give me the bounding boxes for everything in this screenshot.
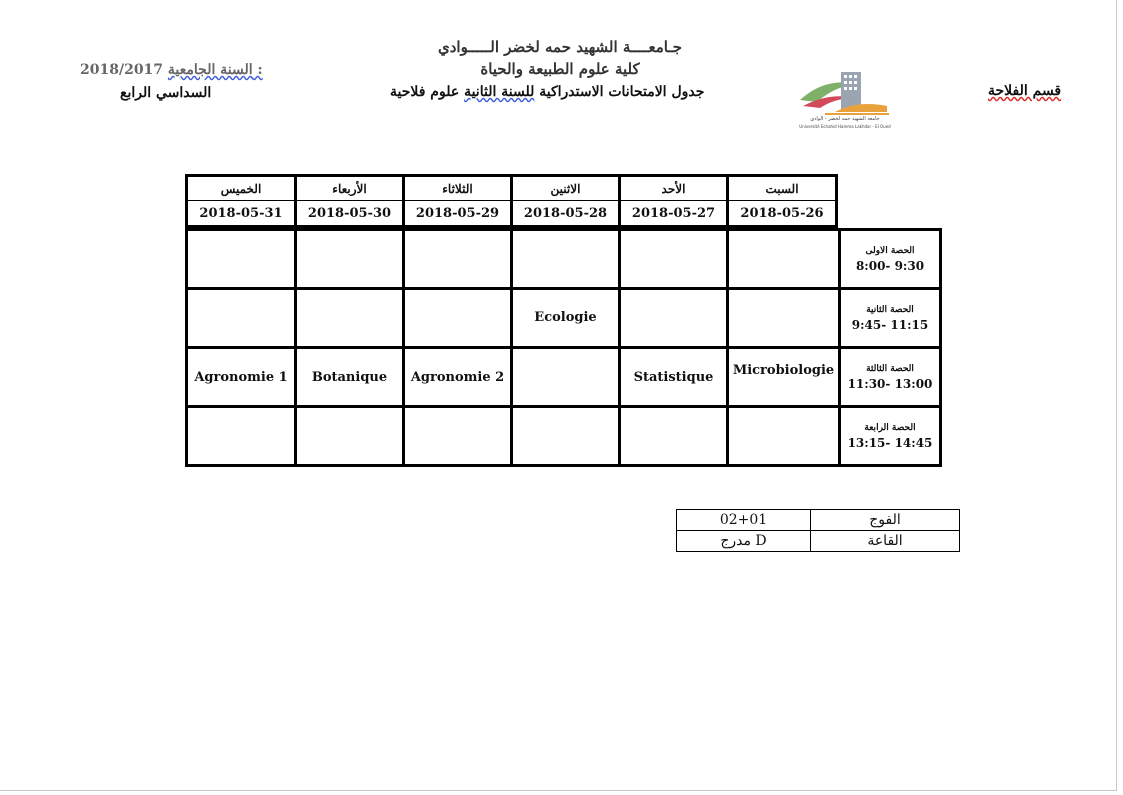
exam-cell <box>618 228 729 290</box>
date-header: 2018-05-30 <box>294 200 402 228</box>
period-name: الحصة الثالثة <box>866 363 914 374</box>
exam-cell: Ecologie <box>510 287 621 349</box>
exam-cell: Microbiologie <box>726 346 841 408</box>
exam-cell <box>294 287 405 349</box>
exam-cell <box>510 405 621 467</box>
exam-cell <box>618 405 729 467</box>
group-value: 02+01 <box>677 510 811 531</box>
title-part-3: علوم فلاحية <box>390 84 465 100</box>
logo-caption: جامعة الشهيد حمه لخضر - الوادي <box>810 116 880 122</box>
day-header: الثلاثاء <box>402 174 510 200</box>
exam-cell <box>726 405 841 467</box>
period-name: الحصة الاولى <box>865 245 915 256</box>
date-header: 2018-05-27 <box>618 200 726 228</box>
period-name: الحصة الرابعة <box>864 422 916 433</box>
exam-cell <box>618 287 729 349</box>
day-header: الأربعاء <box>294 174 402 200</box>
exam-cell <box>402 405 513 467</box>
exam-cell <box>294 228 405 290</box>
group-row <box>677 510 960 531</box>
exam-cell <box>402 228 513 290</box>
university-logo <box>795 62 895 134</box>
academic-year <box>80 62 263 78</box>
period-time: 9:45- 11:15 <box>851 317 929 332</box>
room-label: القاعة <box>811 531 960 552</box>
logo-caption-latin: Université Echahid Hamma Lakhdar - El Oued <box>799 124 891 129</box>
university-name: جـامعــــة الشهيد حمه لخضر الـــــوادي <box>437 38 683 56</box>
exam-cell: Agronomie 1 <box>185 346 297 408</box>
period-label <box>838 346 942 408</box>
schedule-title <box>390 84 704 100</box>
semester: السداسي الرابع <box>120 85 212 101</box>
period-label <box>838 287 942 349</box>
exam-cell: Botanique <box>294 346 405 408</box>
exam-cell <box>726 228 841 290</box>
day-header: السبت <box>726 174 838 200</box>
day-header: الأحد <box>618 174 726 200</box>
exam-cell <box>726 287 841 349</box>
exam-cell <box>402 287 513 349</box>
room-value: مدرج D <box>677 531 811 552</box>
exam-cell <box>510 346 621 408</box>
exam-timetable <box>185 174 942 467</box>
department-name: قسم الفلاحة <box>988 83 1062 99</box>
day-header: الخميس <box>185 174 294 200</box>
exam-cell <box>294 405 405 467</box>
period-label <box>838 228 942 290</box>
exam-cell: Statistique <box>618 346 729 408</box>
period-name: الحصة الثانية <box>866 304 914 315</box>
exam-cell <box>185 228 297 290</box>
period-time: 13:15- 14:45 <box>847 435 933 450</box>
period-time: 8:00- 9:30 <box>855 258 925 273</box>
title-part-2: للسنة الثانية <box>464 84 535 100</box>
group-label: الفوج <box>811 510 960 531</box>
academic-year-label: السنة الجامعية : <box>167 62 263 78</box>
exam-cell <box>185 287 297 349</box>
exam-cell <box>510 228 621 290</box>
group-room-table <box>676 509 960 552</box>
date-header: 2018-05-29 <box>402 200 510 228</box>
room-row <box>677 531 960 552</box>
day-header: الاثنين <box>510 174 618 200</box>
exam-cell <box>185 405 297 467</box>
date-header: 2018-05-31 <box>185 200 294 228</box>
date-header: 2018-05-28 <box>510 200 618 228</box>
period-label <box>838 405 942 467</box>
period-time: 11:30- 13:00 <box>847 376 933 391</box>
title-part-1: جدول الامتحانات الاستدراكية <box>534 84 705 100</box>
academic-year-value: 2018/2017 <box>80 62 164 78</box>
exam-cell: Agronomie 2 <box>402 346 513 408</box>
date-header: 2018-05-26 <box>726 200 838 228</box>
faculty-name: كلية علوم الطبيعة والحياة <box>480 60 640 78</box>
